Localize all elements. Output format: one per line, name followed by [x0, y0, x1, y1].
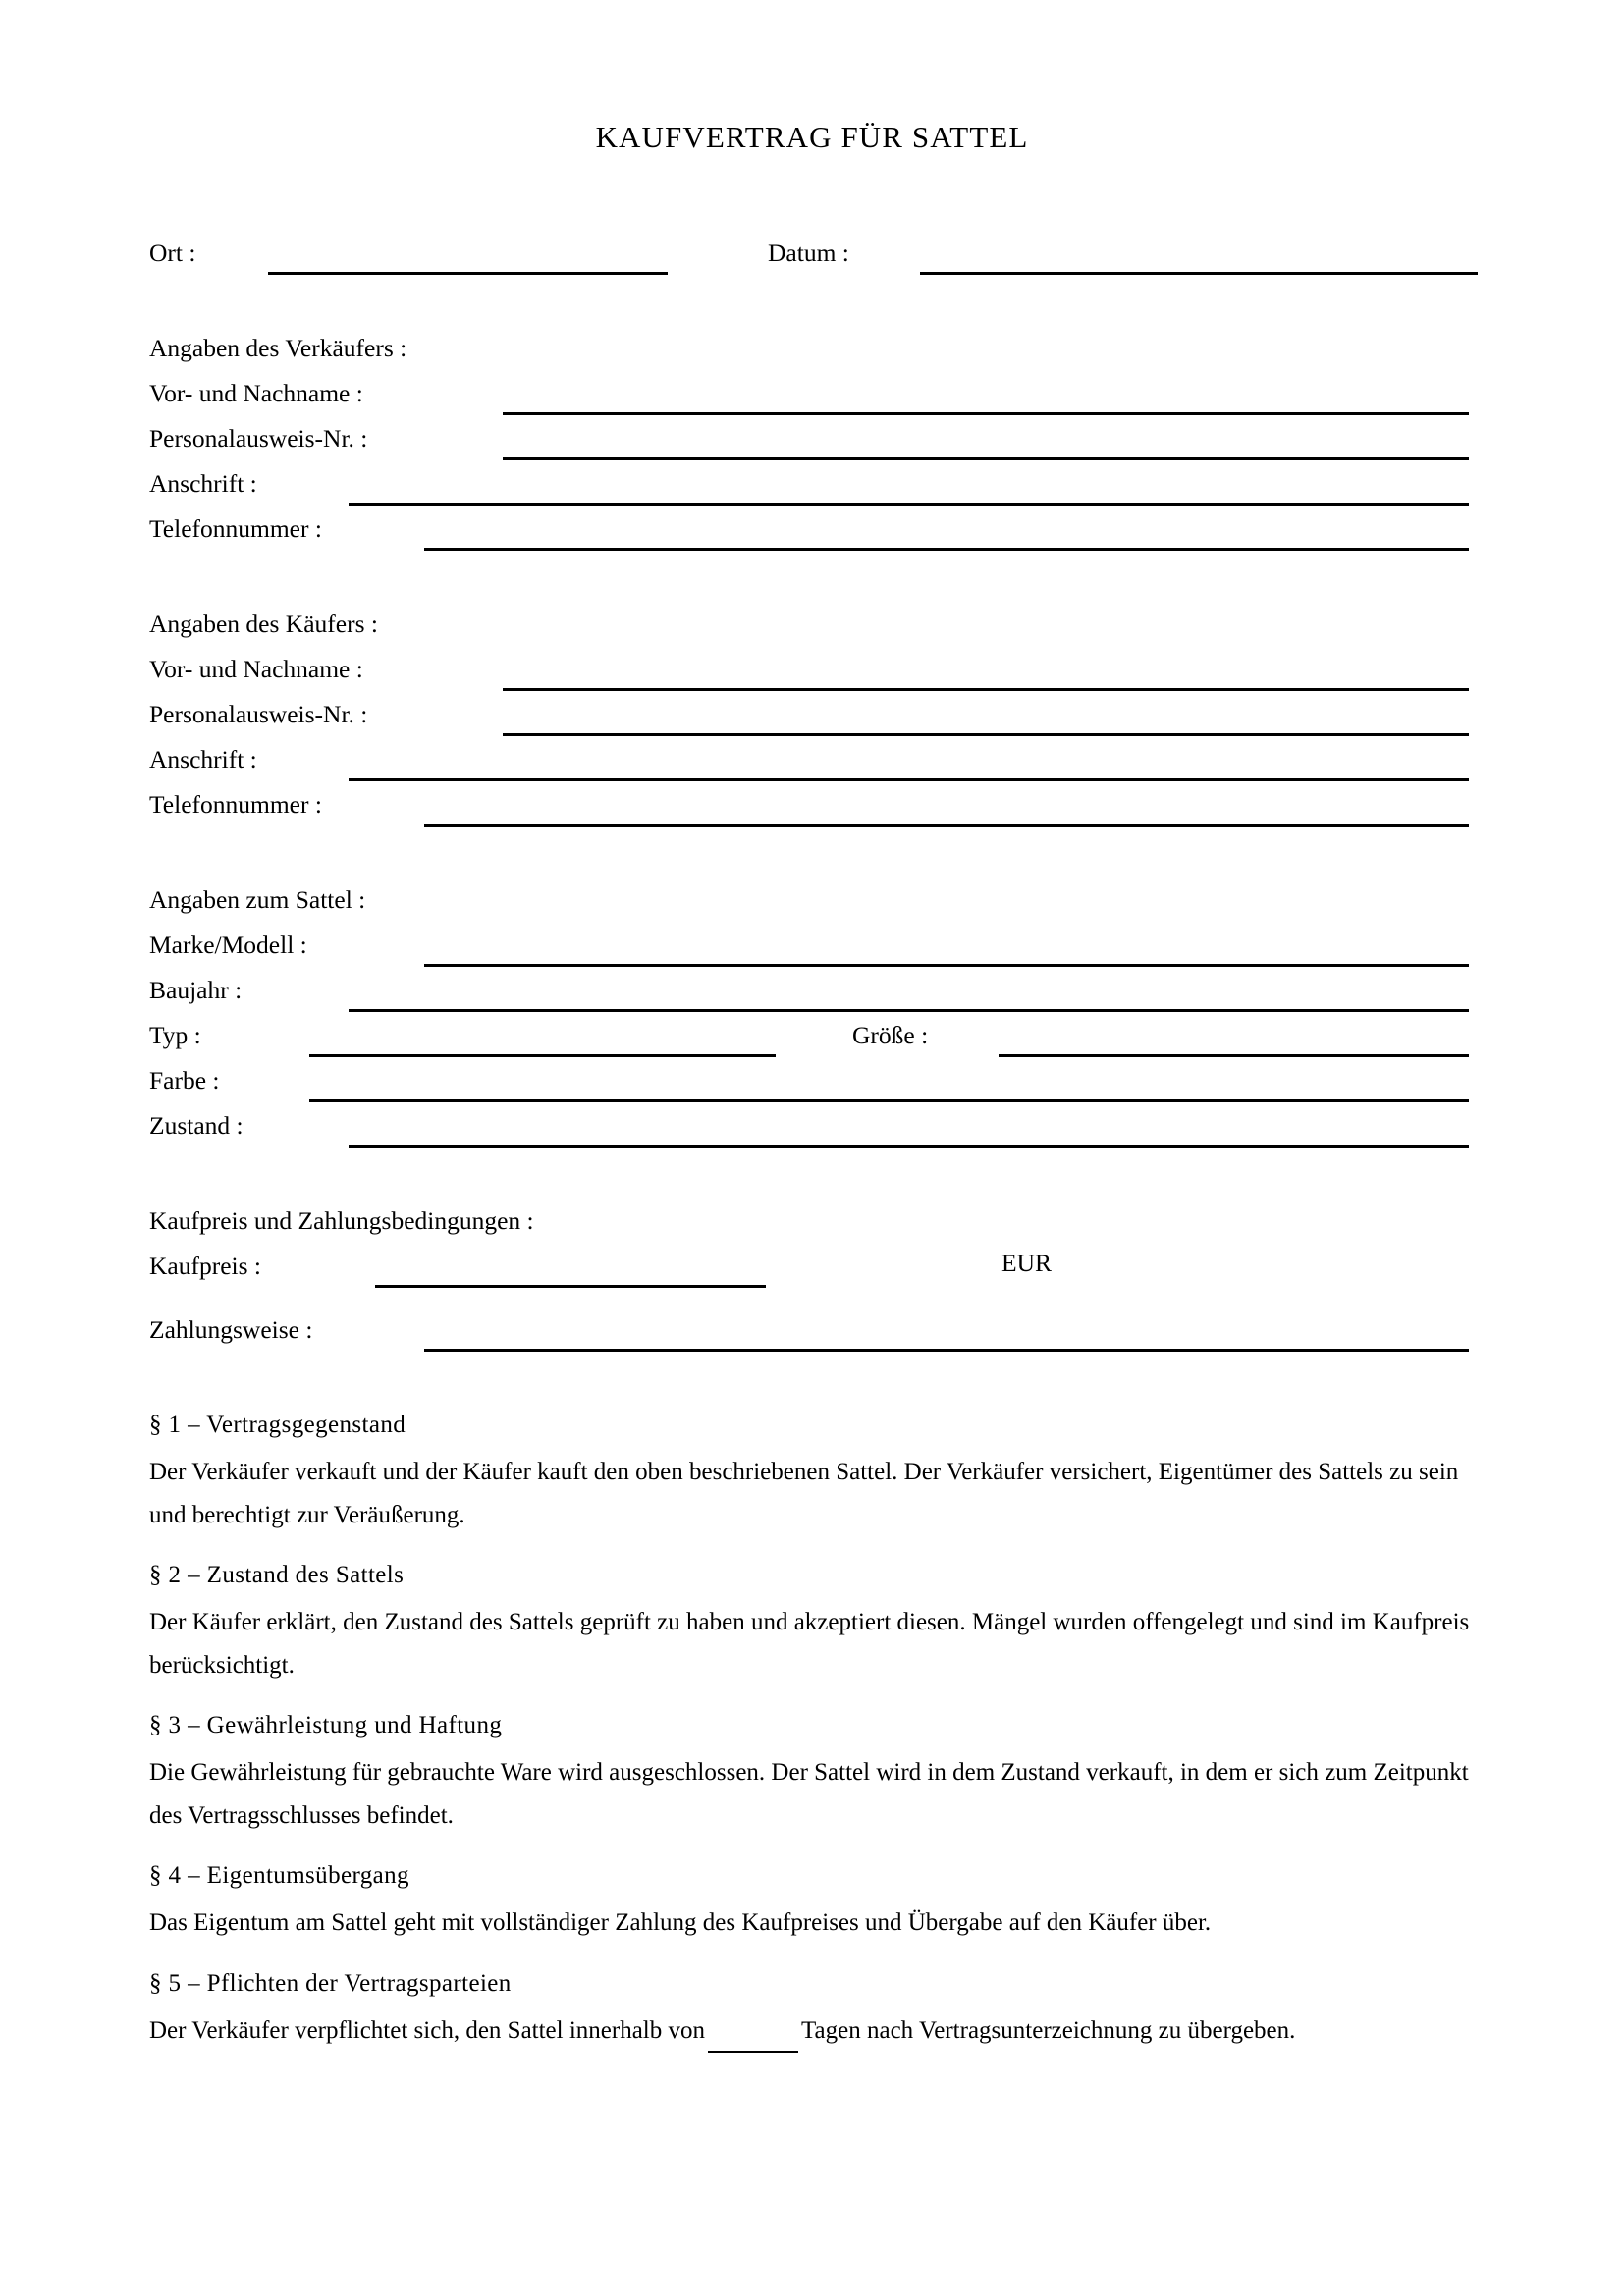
- buyer-name-label: Vor- und Nachname :: [149, 655, 363, 683]
- clause-1-title: § 1 – Vertragsgegenstand: [149, 1412, 406, 1438]
- saddle-size-label: Größe :: [852, 1021, 929, 1049]
- saddle-section-heading: Angaben zum Sattel :: [149, 885, 366, 914]
- saddle-size-input-line[interactable]: [999, 1054, 1469, 1057]
- purchase-price-input-line[interactable]: [375, 1285, 766, 1288]
- saddle-year-label: Baujahr :: [149, 976, 243, 1004]
- clause-5-title: § 5 – Pflichten der Vertragsparteien: [149, 1970, 512, 1997]
- saddle-brand-model-label: Marke/Modell :: [149, 931, 307, 959]
- clause-5-body-after-blank: Tagen nach Vertragsunterzeichnung zu übergeben.: [801, 2017, 1296, 2044]
- buyer-name-input-line[interactable]: [503, 688, 1469, 691]
- date-input-line[interactable]: [920, 272, 1478, 275]
- payment-method-label: Zahlungsweise :: [149, 1315, 313, 1344]
- saddle-type-label: Typ :: [149, 1021, 201, 1049]
- place-label: Ort :: [149, 239, 196, 267]
- seller-phone-label: Telefonnummer :: [149, 514, 322, 543]
- payment-method-input-line[interactable]: [424, 1349, 1469, 1352]
- seller-name-input-line[interactable]: [503, 412, 1469, 415]
- saddle-type-input-line[interactable]: [309, 1054, 776, 1057]
- purchase-price-label: Kaufpreis :: [149, 1252, 262, 1280]
- seller-address-label: Anschrift :: [149, 469, 257, 498]
- buyer-address-input-line[interactable]: [349, 778, 1469, 781]
- clause-3-title: § 3 – Gewährleistung und Haftung: [149, 1712, 503, 1738]
- place-input-line[interactable]: [268, 272, 668, 275]
- clause-5-body-before-blank: Der Verkäufer verpflichtet sich, den Sattel innerhalb von: [149, 2017, 706, 2044]
- clause-4-title: § 4 – Eigentumsübergang: [149, 1862, 409, 1889]
- saddle-year-input-line[interactable]: [349, 1009, 1469, 1012]
- clause-3-body: Die Gewährleistung für gebrauchte Ware wird ausgeschlossen. Der Sattel wird in dem Zustand verkauft, in dem er sich zum Zeitpunkt des Vertragsschlusses befindet.: [149, 1759, 1469, 1829]
- saddle-condition-input-line[interactable]: [349, 1145, 1469, 1148]
- buyer-section-heading: Angaben des Käufers :: [149, 610, 378, 638]
- seller-address-input-line[interactable]: [349, 503, 1469, 506]
- seller-section-heading: Angaben des Verkäufers :: [149, 334, 407, 362]
- date-label: Datum :: [768, 239, 849, 267]
- clause-5-body: [149, 2009, 1524, 2053]
- buyer-address-label: Anschrift :: [149, 745, 257, 774]
- saddle-brand-model-input-line[interactable]: [424, 964, 1469, 967]
- clause-2-title: § 2 – Zustand des Sattels: [149, 1562, 405, 1588]
- saddle-color-input-line[interactable]: [309, 1099, 1469, 1102]
- saddle-condition-label: Zustand :: [149, 1111, 244, 1140]
- clause-4-body: Das Eigentum am Sattel geht mit vollständiger Zahlung des Kaufpreises und Übergabe auf den Käufer über.: [149, 1909, 1212, 1936]
- page-title: KAUFVERTRAG FÜR SATTEL: [595, 120, 1029, 154]
- delivery-days-blank[interactable]: [708, 2031, 798, 2053]
- seller-name-label: Vor- und Nachname :: [149, 379, 363, 407]
- buyer-phone-input-line[interactable]: [424, 824, 1469, 827]
- clause-1-body: Der Verkäufer verkauft und der Käufer kauft den oben beschriebenen Sattel. Der Verkäufer versichert, Eigentümer des Sattels zu sein und berechtigt zur Veräußerung.: [149, 1459, 1459, 1528]
- currency-label: EUR: [1001, 1249, 1052, 1277]
- seller-id-input-line[interactable]: [503, 457, 1469, 460]
- buyer-phone-label: Telefonnummer :: [149, 790, 322, 819]
- saddle-color-label: Farbe :: [149, 1066, 220, 1095]
- price-section-heading: Kaufpreis und Zahlungsbedingungen :: [149, 1206, 534, 1235]
- seller-id-label: Personalausweis-Nr. :: [149, 424, 368, 453]
- buyer-id-label: Personalausweis-Nr. :: [149, 700, 368, 728]
- clause-2-body: Der Käufer erklärt, den Zustand des Sattels geprüft zu haben und akzeptiert diesen. Mängel wurden offengelegt und sind im Kaufpreis berücksichtigt.: [149, 1609, 1470, 1679]
- buyer-id-input-line[interactable]: [503, 733, 1469, 736]
- seller-phone-input-line[interactable]: [424, 548, 1469, 551]
